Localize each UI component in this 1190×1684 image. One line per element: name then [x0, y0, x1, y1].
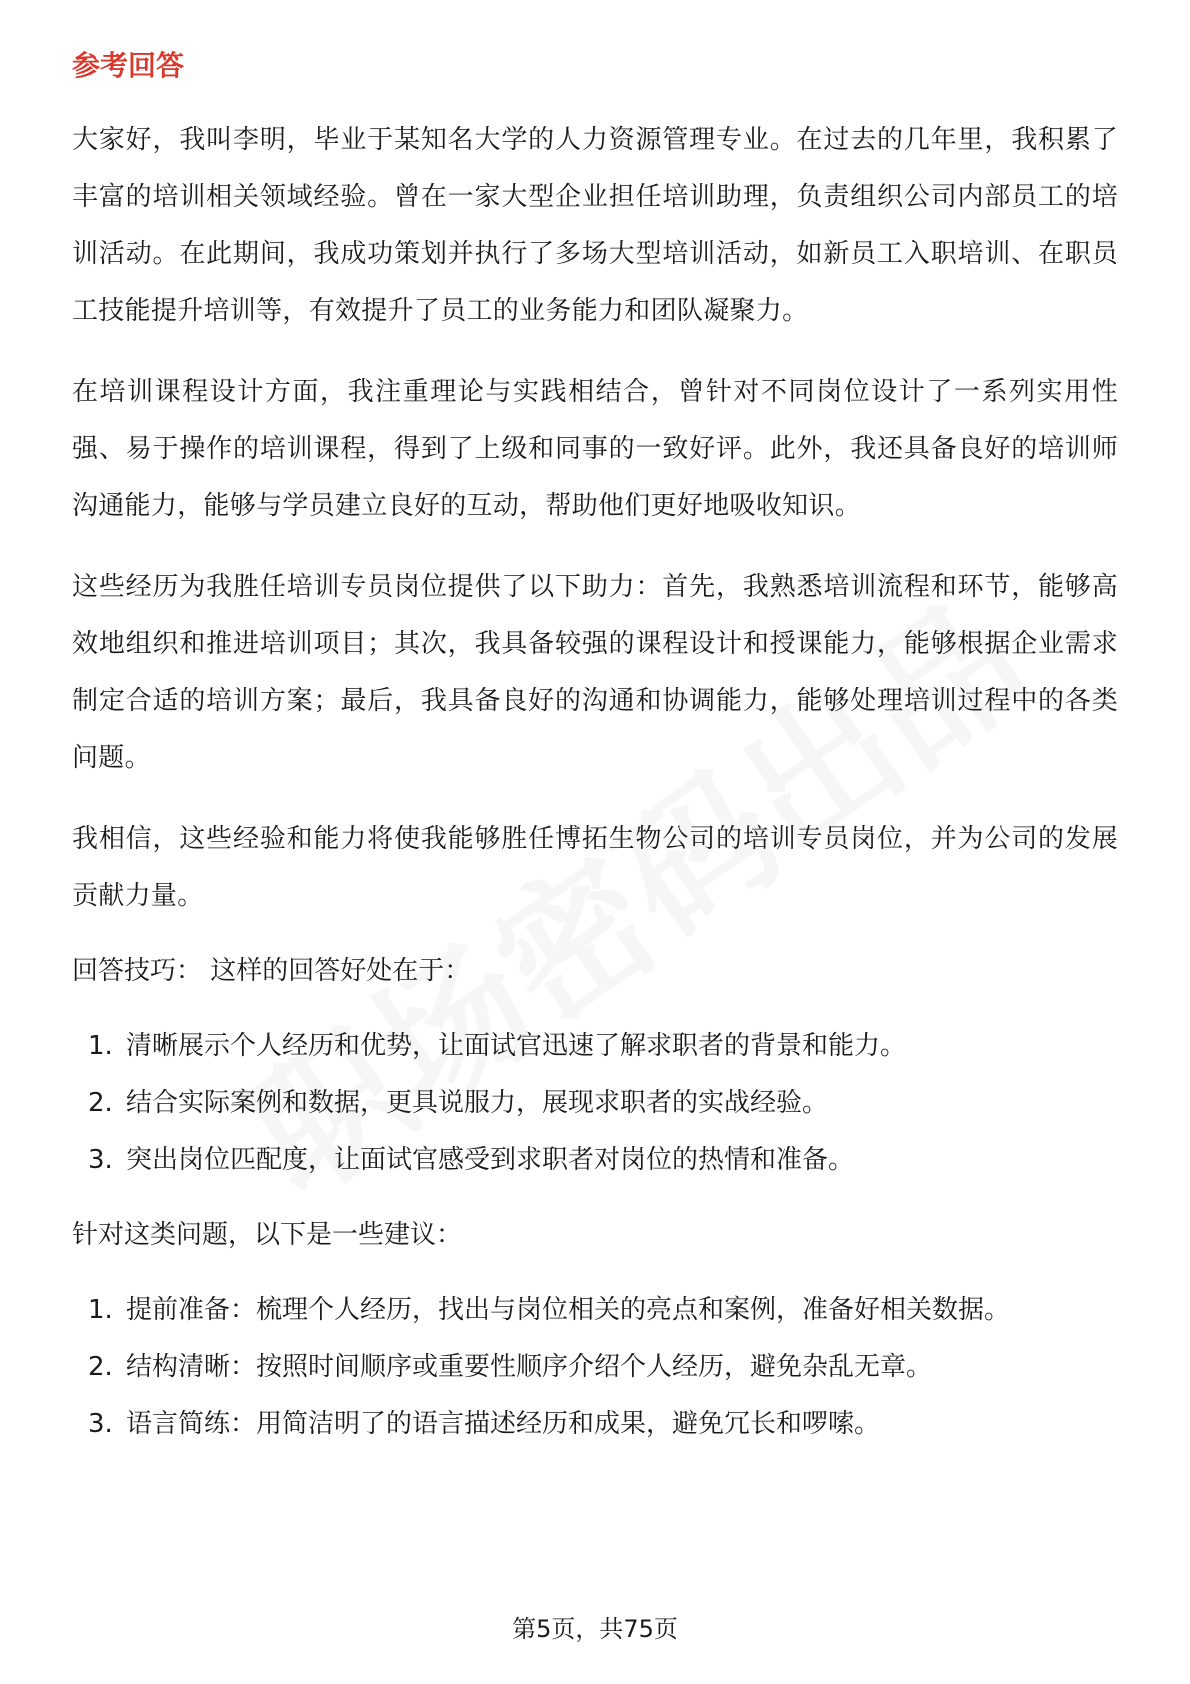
- tips-intro: 回答技巧： 这样的回答好处在于：: [72, 956, 471, 986]
- list-item: [88, 1396, 1118, 1453]
- paragraph-qualifications: 这些经历为我胜任培训专员岗位提供了以下助力：首先，我熟悉培训流程和环节，能够高效地组织和推进培训项目；其次，我具备较强的课程设计和授课能力，能够根据企业需求制定合适的培训方案；最后，我具备良好的沟通和协调能力，能够处理培训过程中的各类问题。: [72, 572, 1118, 773]
- list-number: 3.: [88, 1145, 113, 1175]
- page-content: [72, 46, 1118, 1471]
- advice-list: [72, 1282, 1118, 1453]
- advice-intro: 针对这类问题，以下是一些建议：: [72, 1220, 463, 1250]
- paragraph-course-design: 在培训课程设计方面，我注重理论与实践相结合，曾针对不同岗位设计了一系列实用性强、易于操作的培训课程，得到了上级和同事的一致好评。此外，我还具备良好的培训师沟通能力，能够与学员建立良好的互动，帮助他们更好地吸收知识。: [72, 377, 1118, 521]
- list-number: 2.: [88, 1352, 113, 1382]
- page-number-footer: 第5页，共75页: [512, 1615, 678, 1643]
- list-item: [88, 1075, 1118, 1132]
- list-item: [88, 1339, 1118, 1396]
- paragraph-conclusion: 我相信，这些经验和能力将使我能够胜任博拓生物公司的培训专员岗位，并为公司的发展贡献力量。: [72, 824, 1118, 911]
- section-heading: 参考回答: [72, 49, 185, 82]
- list-number: 3.: [88, 1409, 113, 1439]
- list-text: 语言简练：用简洁明了的语言描述经历和成果，避免冗长和啰嗦。: [126, 1409, 881, 1439]
- list-item: [88, 1132, 1118, 1189]
- paragraph-intro: 大家好，我叫李明，毕业于某知名大学的人力资源管理专业。在过去的几年里，我积累了丰富的培训相关领域经验。曾在一家大型企业担任培训助理，负责组织公司内部员工的培训活动。在此期间，我成功策划并执行了多场大型培训活动，如新员工入职培训、在职员工技能提升培训等，有效提升了员工的业务能力和团队凝聚力。: [72, 125, 1118, 326]
- tips-list: [72, 1018, 1118, 1189]
- list-item: [88, 1282, 1118, 1339]
- list-number: 1.: [88, 1031, 113, 1061]
- list-number: 1.: [88, 1295, 113, 1325]
- list-text: 突出岗位匹配度，让面试官感受到求职者对岗位的热情和准备。: [126, 1145, 855, 1175]
- list-text: 结合实际案例和数据，更具说服力，展现求职者的实战经验。: [126, 1088, 829, 1118]
- list-number: 2.: [88, 1088, 113, 1118]
- list-text: 结构清晰：按照时间顺序或重要性顺序介绍个人经历，避免杂乱无章。: [126, 1352, 933, 1382]
- list-text: 清晰展示个人经历和优势，让面试官迅速了解求职者的背景和能力。: [126, 1031, 907, 1061]
- list-text: 提前准备：梳理个人经历，找出与岗位相关的亮点和案例，准备好相关数据。: [126, 1295, 1011, 1325]
- list-item: [88, 1018, 1118, 1075]
